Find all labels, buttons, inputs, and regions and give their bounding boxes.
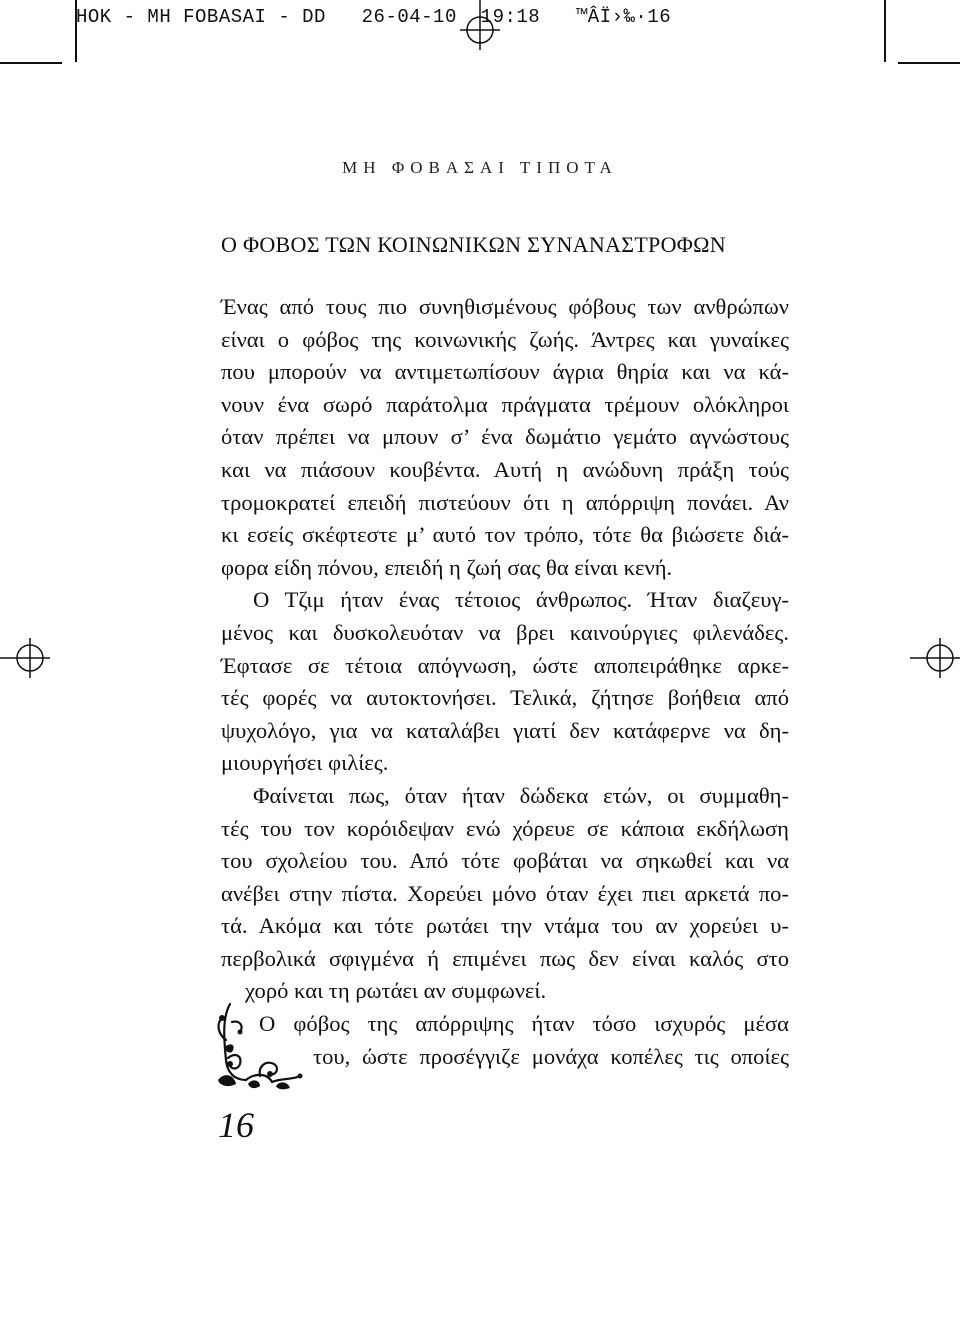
trim-mark-right-top xyxy=(898,62,960,64)
text-line: Έφτασε σε τέτοια απόγνωση, ώστε αποπειράθηκε αρκε- xyxy=(221,652,789,678)
registration-mark-left xyxy=(0,638,50,678)
text-line: ανέβει στην πίστα. Χορεύει μόνο όταν έχει πιει αρκετά πο- xyxy=(221,880,789,906)
text-line: Ο Τζιμ ήταν ένας τέτοιος άνθρωπος. Ήταν διαζευγ- xyxy=(253,587,789,613)
text-line: κι εσείς σκέφτεστε μ’ αυτό τον τρόπο, τότε θα βιώσετε διά- xyxy=(221,522,789,548)
text-line: που μπορούν να αντιμετωπίσουν άγρια θηρία και να κά- xyxy=(221,359,789,385)
running-head: ΜΗ ΦΟΒΑΣΑΙ ΤΙΠΟΤΑ xyxy=(342,158,618,177)
text-line: Ένας από τους πιο συνηθισμένους φόβους των ανθρώπων xyxy=(221,294,789,319)
text-line: νουν ένα σωρό παράτολμα πράγματα τρέμουν ολόκληροι xyxy=(221,391,789,417)
text-line: μιουργήσει φιλίες. xyxy=(221,750,389,776)
trim-mark-left-top xyxy=(0,62,62,64)
text-line: τά. Ακόμα και τότε ρωτάει την ντάμα του αν χορεύει υ- xyxy=(221,913,789,939)
text-line: και να πιάσουν κουβέντα. Αυτή η ανώδυνη πράξη τούς xyxy=(221,456,789,482)
text-line: τές του τον κορόιδεψαν ενώ χόρευε σε κάποια εκδήλωση xyxy=(221,815,789,841)
text-line: Φαίνεται πως, όταν ήταν δώδεκα ετών, οι συμμαθη- xyxy=(253,782,789,808)
text-line: τές φορές να αυτοκτονήσει. Τελικά, ζήτησε βοήθεια από xyxy=(221,685,789,711)
registration-mark-top xyxy=(460,0,500,50)
text-line: τρομοκρατεί επειδή πιστεύουν ότι η απόρριψη πονάει. Αν xyxy=(221,489,789,515)
text-line: του σχολείου του. Από τότε φοβάται να σηκωθεί και να xyxy=(221,848,789,874)
trim-mark-top-left xyxy=(75,0,77,62)
text-line: όταν πρέπει να μπουν σ’ ένα δωμάτιο γεμάτο αγνώστους xyxy=(221,424,789,450)
text-line: Ο φόβος της απόρριψης ήταν τόσο ισχυρός μέσα xyxy=(259,1011,789,1037)
text-line: χορό και τη ρωτάει αν συμφωνεί. xyxy=(245,978,547,1004)
text-line: του, ώστε προσέγγιζε μονάχα κοπέλες τις οποίες xyxy=(313,1043,789,1069)
floral-ornament-icon xyxy=(212,1000,304,1092)
text-line: φορα είδη πόνου, επειδή η ζωή σας θα είναι κενή. xyxy=(221,554,673,580)
registration-mark-right xyxy=(910,638,960,678)
text-line: περβολικά σφιγμένα ή επιμένει πως δεν είναι καλός στο xyxy=(221,945,789,971)
section-title: Ο ΦΟΒΟΣ ΤΩΝ ΚΟΙΝΩΝΙΚΩΝ ΣΥΝΑΝΑΣΤΡΟΦΩΝ xyxy=(221,232,726,257)
page-number: 16 xyxy=(218,1105,254,1145)
text-line: ψυχολόγο, για να καταλάβει γιατί δεν κατάφερνε να δη- xyxy=(221,717,789,743)
trim-mark-top-right xyxy=(884,0,886,62)
text-line: μένος και δυσκολευόταν να βρει καινούργιες φιλενάδες. xyxy=(221,619,789,645)
body-text xyxy=(221,291,789,1073)
printer-slug: HOK - MH FOBASAI - DD 26-04-10 19:18 ™ÂÏ›‰·16 xyxy=(76,6,672,28)
text-line: είναι ο φόβος της κοινωνικής ζωής. Άντρες και γυναίκες xyxy=(221,326,789,352)
